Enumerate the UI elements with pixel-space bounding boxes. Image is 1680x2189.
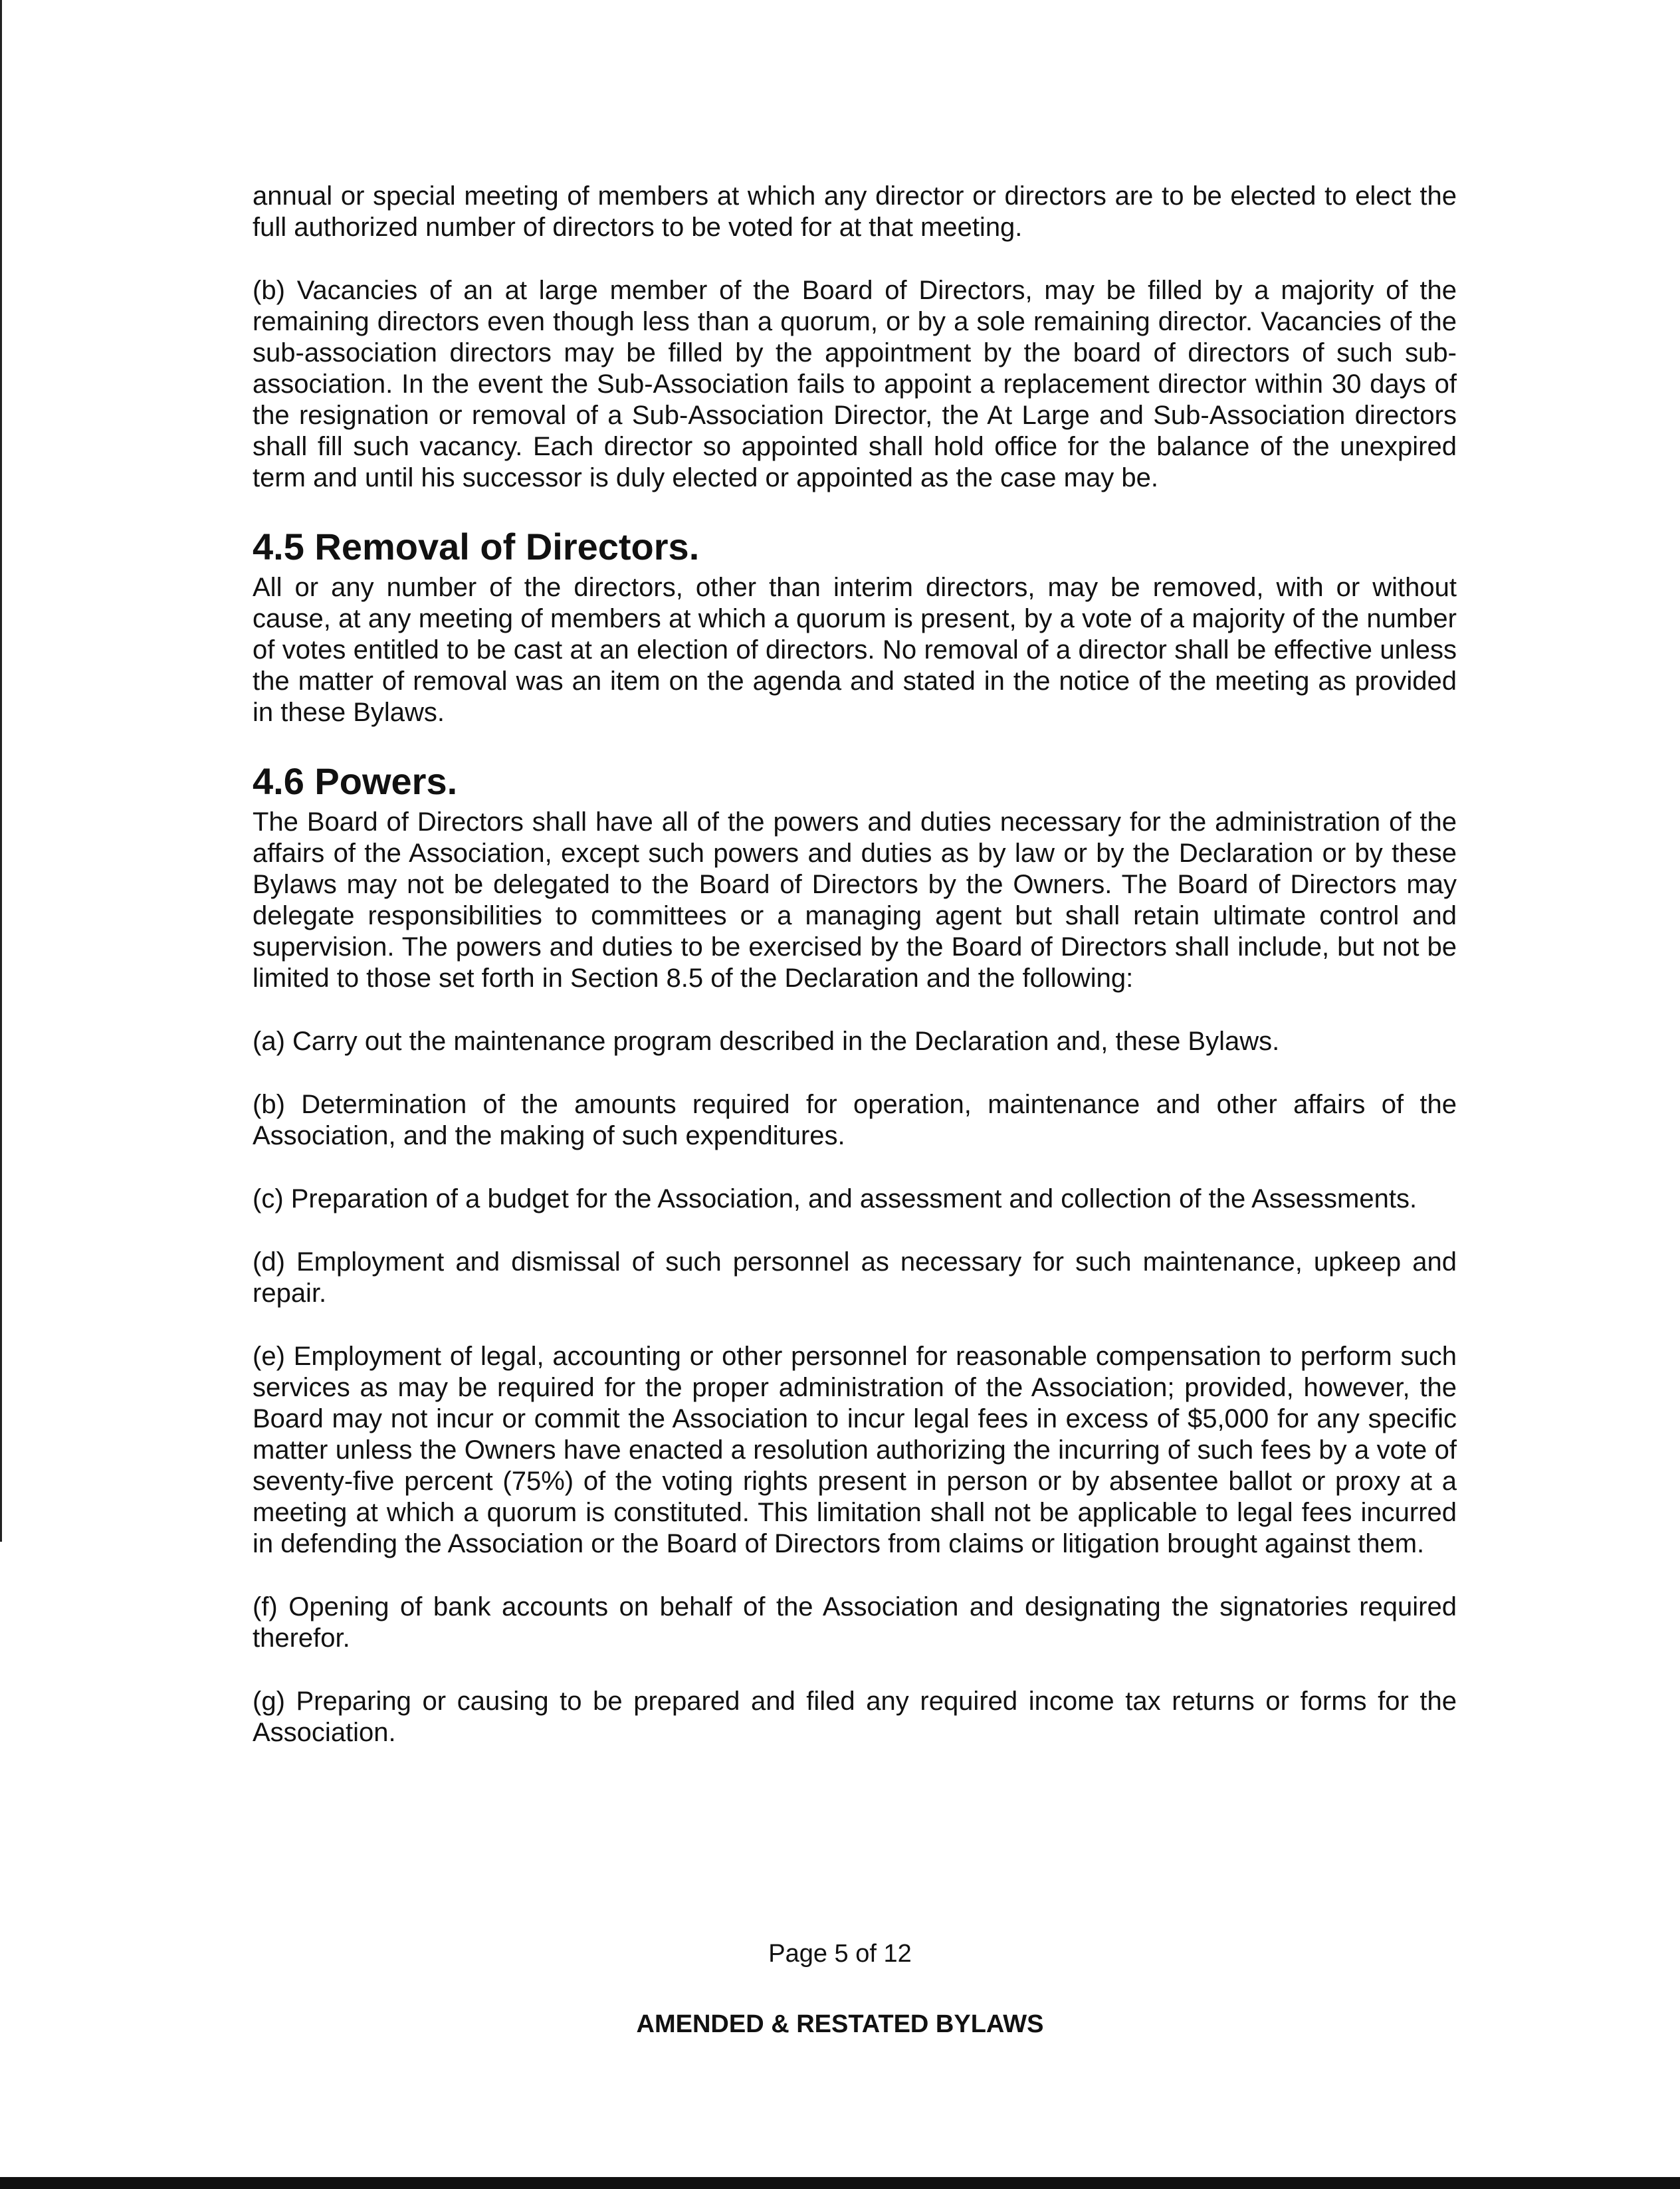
section-body-4-6: The Board of Directors shall have all of the powers and duties necessary for the administration of the affairs of the Association, except such powers and duties as by law or by the Declaration or by these Bylaws may not be delegated to the Board of Directors by the Owners. The Board of Directors may delegate responsibilities to committees or a managing agent but shall retain ultimate control and supervision. The powers and duties to be exercised by the Board of Directors shall include, but not be limited to those set forth in Section 8.5 of the Declaration and the following: bbox=[253, 807, 1457, 993]
document-footer-title: AMENDED & RESTATED BYLAWS bbox=[636, 2010, 1044, 2038]
page-body bbox=[253, 181, 1457, 1780]
section-heading-4-6: 4.6 Powers. bbox=[253, 760, 458, 802]
paragraph-vacancies: (b) Vacancies of an at large member of the Board of Directors, may be filled by a majority of the remaining directors even though less than a quorum, or by a sole remaining director. Vacancies of the sub-association directors may be filled by the appointment by the board of directors of such sub-association. In the event the Sub-Association fails to appoint a replacement director within 30 days of the resignation or removal of a Sub-Association Director, the At Large and Sub-Association directors shall fill such vacancy. Each director so appointed shall hold office for the balance of the unexpired term and until his successor is duly elected or appointed as the case may be. bbox=[253, 276, 1457, 492]
paragraph-continuation: annual or special meeting of members at which any director or directors are to be elected to elect the full authorized number of directors to be voted for at that meeting. bbox=[253, 181, 1457, 242]
scan-bottom-border bbox=[0, 2177, 1680, 2189]
powers-item-b: (b) Determination of the amounts required for operation, maintenance and other affairs of the Association, and the making of such expenditures. bbox=[253, 1090, 1457, 1150]
powers-item-c: (c) Preparation of a budget for the Association, and assessment and collection of the Assessments. bbox=[253, 1184, 1418, 1213]
powers-item-d: (d) Employment and dismissal of such personnel as necessary for such maintenance, upkeep and repair. bbox=[253, 1247, 1457, 1308]
section-heading-4-5: 4.5 Removal of Directors. bbox=[253, 526, 700, 568]
scan-edge-line bbox=[0, 0, 2, 1542]
powers-item-g: (g) Preparing or causing to be prepared and filed any required income tax returns or forms for the Association. bbox=[253, 1687, 1457, 1747]
powers-item-e: (e) Employment of legal, accounting or other personnel for reasonable compensation to perform such services as may be required for the proper administration of the Association; provided, however, the Board may not incur or commit the Association to incur legal fees in excess of $5,000 for any specific matter unless the Owners have enacted a resolution authorizing the incurring of such fees by a vote of seventy-five percent (75%) of the voting rights present in person or by absentee ballot or proxy at a meeting at which a quorum is constituted. This limitation shall not be applicable to legal fees incurred in defending the Association or the Board of Directors from claims or litigation brought against them. bbox=[253, 1342, 1457, 1558]
page-number: Page 5 of 12 bbox=[768, 1940, 912, 1968]
powers-item-a: (a) Carry out the maintenance program described in the Declaration and, these Bylaws. bbox=[253, 1027, 1280, 1056]
section-body-4-5: All or any number of the directors, other than interim directors, may be removed, with or without cause, at any meeting of members at which a quorum is present, by a vote of a majority of the number of votes entitled to be cast at an election of directors. No removal of a director shall be effective unless the matter of removal was an item on the agenda and stated in the notice of the meeting as provided in these Bylaws. bbox=[253, 573, 1457, 727]
powers-item-f: (f) Opening of bank accounts on behalf of the Association and designating the signatories required therefor. bbox=[253, 1592, 1457, 1653]
